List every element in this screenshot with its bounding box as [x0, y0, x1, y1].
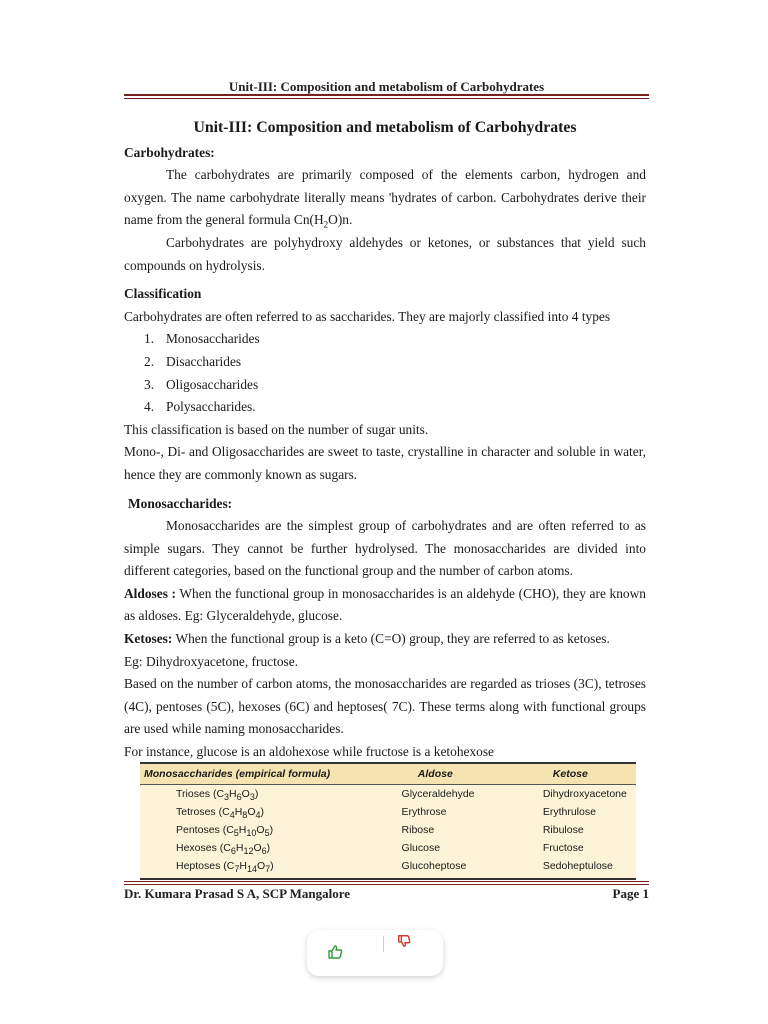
list-item [124, 396, 646, 419]
footer-page-number: Page 1 [612, 886, 649, 901]
table-cell-aldose: Glucoheptose [401, 860, 467, 872]
table-cell-aldose: Glucose [401, 842, 441, 854]
ketoses-example: Eg: Dihydroxyacetone, fructose. [124, 653, 299, 669]
list-item [124, 351, 646, 374]
list-number: 2. [144, 353, 155, 369]
table-cell-formula: Tetroses $(C_4H_8O_4)$ [176, 806, 264, 821]
carbohydrates-heading: Carbohydrates: [124, 144, 215, 160]
carbon-number-paragraph: Based on the number of carbon atoms, the monosaccharides are regarded as trioses (3C), tetroses (4C), pentoses (5C), hexoses (6C) and heptoses( 7C). These terms along with functional groups are used while naming monosaccharides. [124, 676, 646, 737]
classification-paragraph-3: Mono-, Di- and Oligosaccharides are sweet to taste, crystalline in character and soluble in water, hence they are commonly known as sugars. [124, 444, 646, 482]
table-header-row [140, 764, 636, 785]
ketoses-text: When the functional group is a keto (C=O) group, they are referred to as ketoses. [172, 631, 610, 647]
list-number: 3. [144, 376, 155, 392]
classification-paragraph-2: This classification is based on the number of sugar units. [124, 421, 429, 437]
carbs-p1-subscript: 2 [323, 220, 329, 231]
table-row [140, 785, 636, 803]
table-header-cell: Monosaccharides (empirical formula) [144, 768, 331, 780]
carbohydrates-paragraph-1 [124, 164, 646, 232]
monosaccharides-heading: Monosaccharides: [128, 495, 233, 511]
table-cell-ketose: Ribulose [542, 824, 584, 836]
aldoses-paragraph [124, 583, 646, 628]
vote-divider [383, 936, 384, 952]
running-header: Unit-III: Composition and metabolism of Carbohydrates [228, 79, 545, 94]
header-rule-thin [124, 98, 649, 99]
footer-rule-thin [124, 884, 649, 885]
table-cell-ketose: Dihydroxyacetone [542, 788, 627, 800]
document-body [124, 117, 646, 764]
carbohydrates-paragraph-2: Carbohydrates are polyhydroxy aldehydes or ketones, or substances that yield such compounds on hydrolysis. [124, 234, 646, 273]
table-body [140, 785, 636, 875]
list-text: Oligosaccharides [166, 376, 259, 392]
header-rule [124, 94, 649, 96]
classification-heading: Classification [124, 286, 202, 302]
ketoses-label: Ketoses: [124, 631, 173, 647]
table-row [140, 803, 636, 821]
table-cell-formula: Hexoses $(C_6H_{12}O_6)$ [176, 842, 271, 857]
table-header-cell: Ketose [552, 768, 588, 780]
list-item [124, 374, 646, 397]
table-cell-ketose: Fructose [542, 842, 584, 854]
feedback-widget [307, 930, 443, 976]
table-cell-aldose: Glyceraldehyde [401, 788, 475, 800]
document-title: Unit-III: Composition and metabolism of Carbohydrates [193, 119, 577, 136]
list-item [124, 328, 646, 351]
table-row [140, 839, 636, 857]
monosaccharide-table [140, 762, 636, 880]
list-number: 1. [144, 331, 155, 347]
carbs-p1-text: The carbohydrates are primarily composed of the elements carbon, hydrogen and oxygen. The name carbohydrate literally means 'hydrates of carbon. Carbohydrates derive their name from the general formula Cn(H [124, 167, 646, 228]
table-cell-aldose: Erythrose [401, 806, 447, 818]
aldoses-text: When the functional group in monosaccharides is an aldehyde (CHO), they are known as aldoses. Eg: Glyceraldehyde, glucose. [124, 585, 646, 624]
aldoses-label: Aldoses : [124, 585, 177, 601]
carbs-p1-tail: O)n. [328, 212, 353, 228]
table-row [140, 821, 636, 839]
list-text: Monosaccharides [166, 331, 260, 347]
table-row [140, 857, 636, 875]
table-cell-ketose: Erythrulose [542, 806, 596, 818]
classification-paragraph-1: Carbohydrates are often referred to as saccharides. They are majorly classified into 4 types [124, 308, 611, 324]
thumbs-up-icon[interactable] [327, 944, 343, 960]
running-footer [124, 886, 649, 902]
table-cell-formula: Trioses $(C_3H_6O_3)$ [176, 788, 259, 803]
classification-list [124, 328, 646, 418]
table-header-cell: Aldose [417, 768, 453, 780]
list-text: Polysaccharides. [166, 399, 256, 415]
list-number: 4. [144, 399, 155, 415]
ketoses-paragraph [124, 628, 646, 651]
footer-author: Dr. Kumara Prasad S A, SCP Mangalore [124, 886, 351, 901]
table-cell-formula: Pentoses $(C_5H_{10}O_5)$ [176, 824, 274, 839]
monosaccharides-paragraph: Monosaccharides are the simplest group of carbohydrates and are often referred to as simple sugars. They cannot be further hydrolysed. The monosaccharides are divided into different categories, based on the functional group and the number of carbon atoms. [124, 518, 646, 579]
list-text: Disaccharides [166, 353, 242, 369]
table-cell-aldose: Ribose [401, 824, 435, 836]
thumbs-down-icon[interactable] [397, 934, 413, 950]
instance-paragraph: For instance, glucose is an aldohexose while fructose is a ketohexose [124, 744, 495, 760]
table-cell-formula: Heptoses $(C_7H_{14}O_7)$ [176, 860, 274, 875]
table-cell-ketose: Sedoheptulose [542, 860, 613, 872]
footer-rule [124, 881, 649, 882]
